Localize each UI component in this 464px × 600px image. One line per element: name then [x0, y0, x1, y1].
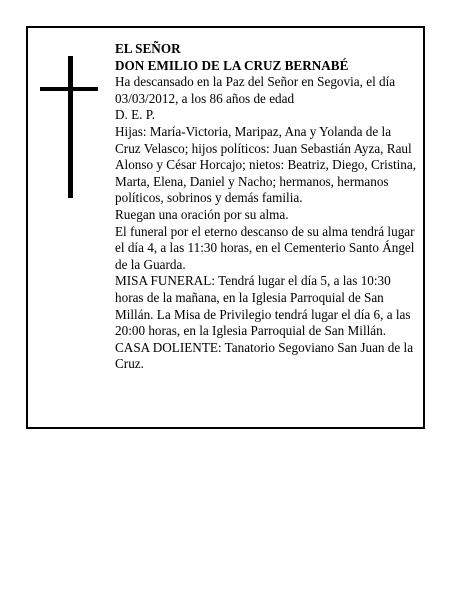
rest-in-peace: D. E. P.: [115, 107, 155, 123]
funeral-details: El funeral por el eterno descanso de su alma tendrá lugar el día 4, a las 11:30 horas, en el Cementerio Santo Ángel de la Guarda.: [115, 223, 415, 272]
funeral-mass-details: MISA FUNERAL: Tendrá lugar el día 5, a las 10:30 horas de la mañana, en la Iglesia Parroquial de San Millán. La Misa de Privilegio tendrá lugar el día 6, a las 20:00 horas, en la Iglesia Parroquial de San Millán.: [115, 273, 411, 339]
death-announcement: Ha descansado en la Paz del Señor en Segovia, el día 03/03/2012, a los 86 años de edad: [115, 74, 396, 106]
obituary-notice: [26, 26, 425, 429]
obituary-text: [115, 41, 417, 373]
family-list: Hijas: María-Victoria, Maripaz, Ana y Yolanda de la Cruz Velasco; hijos políticos: Juan Sebastián Ayza, Raul Alonso y César Horcajo; nietos: Beatriz, Diego, Cristina, Marta, Elena, Daniel y Nacho; hermanos, hermanos políticos, sobrinos y demás familia.: [115, 123, 417, 206]
latin-cross-icon: [28, 28, 29, 29]
cross-horizontal-bar: [40, 87, 98, 91]
notice-title: EL SEÑOR: [115, 41, 181, 56]
deceased-name: DON EMILIO DE LA CRUZ BERNABÉ: [115, 57, 349, 73]
mourning-house: CASA DOLIENTE: Tanatorio Segoviano San Juan de la Cruz.: [115, 339, 414, 372]
prayer-request: Ruegan una oración por su alma.: [115, 206, 289, 222]
cross-vertical-bar: [68, 56, 73, 198]
